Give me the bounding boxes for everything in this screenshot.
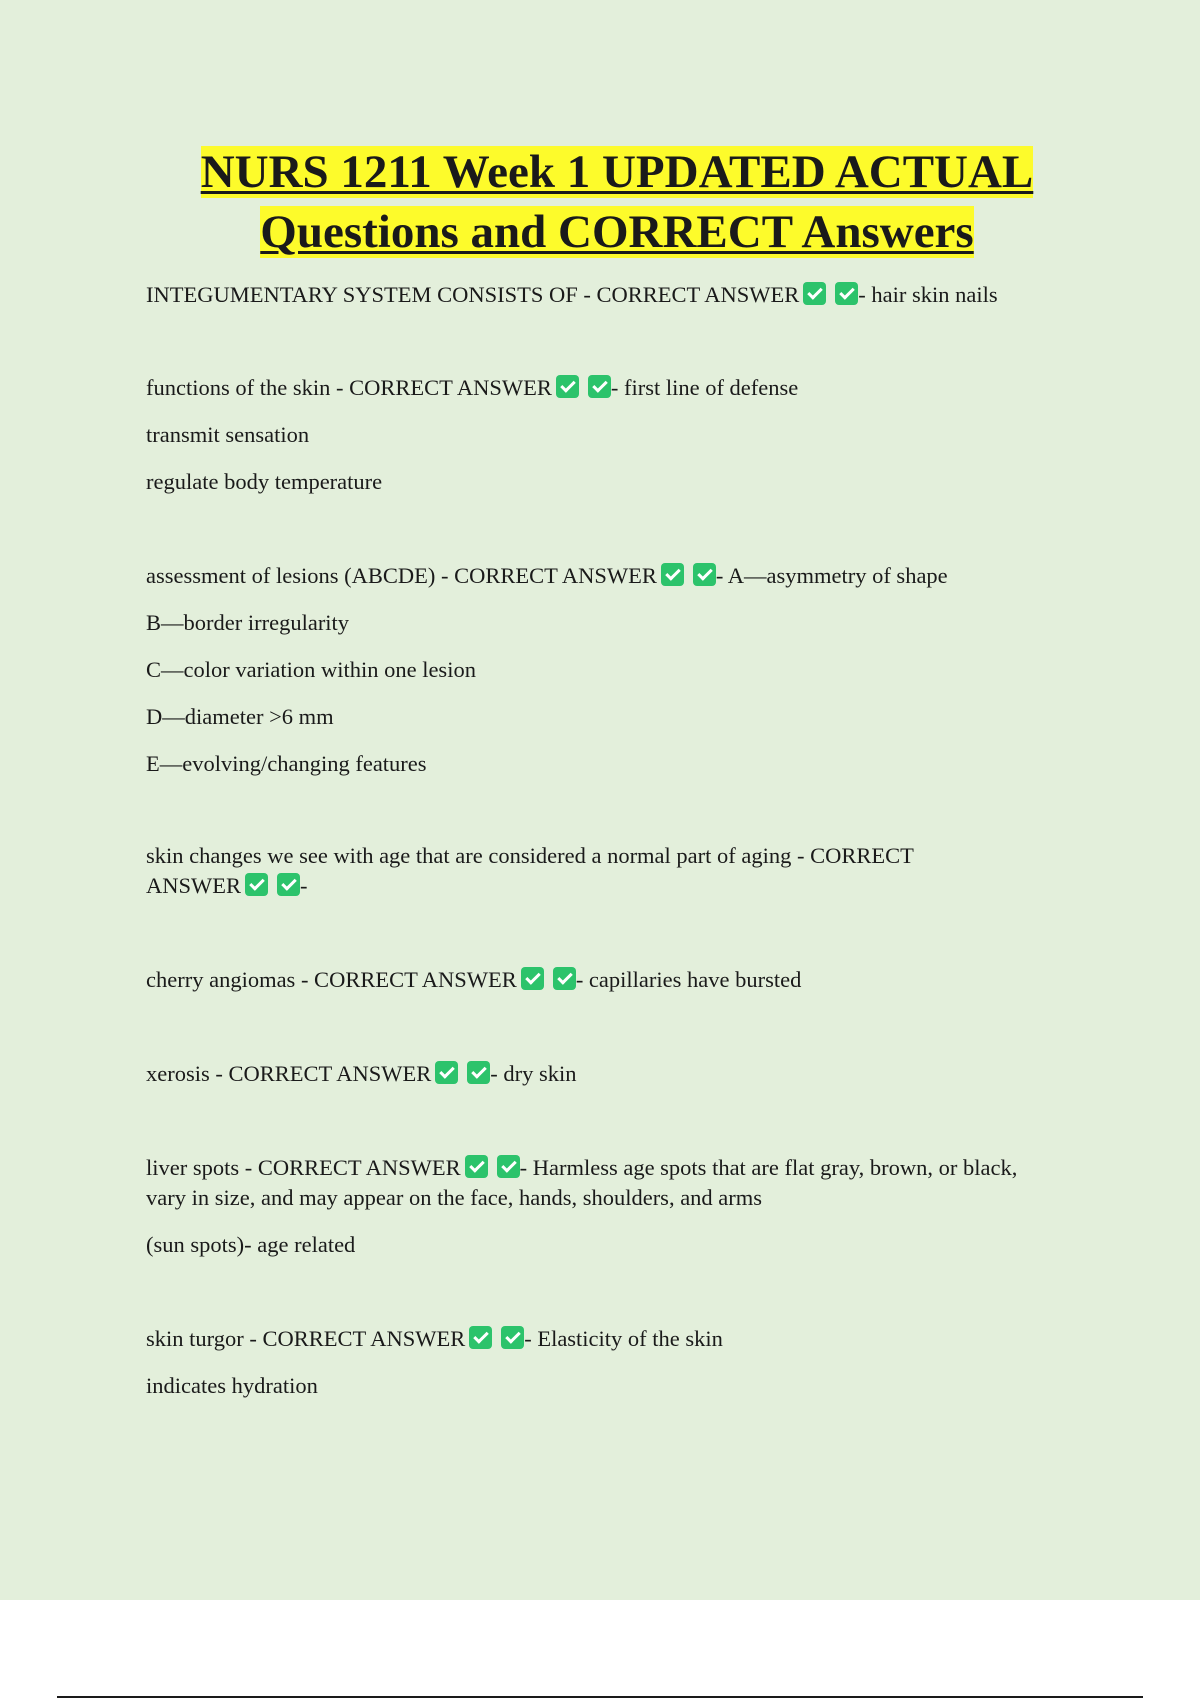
answer-continuation: regulate body temperature xyxy=(146,469,383,494)
answer-continuation: indicates hydration xyxy=(146,1373,318,1398)
question-text: cherry angiomas - CORRECT ANSWER xyxy=(146,967,517,992)
qa-line xyxy=(146,373,1096,403)
answer-text: - xyxy=(300,873,308,898)
answer-continuation: D—diameter >6 mm xyxy=(146,704,334,729)
question-text: assessment of lesions (ABCDE) - CORRECT ANSWER xyxy=(146,563,657,588)
answer-continuation: transmit sensation xyxy=(146,422,310,447)
footer-divider xyxy=(57,1696,1143,1698)
answer-continuation: C—color variation within one lesion xyxy=(146,657,476,682)
check-icon xyxy=(465,1155,488,1178)
qa-item xyxy=(146,561,1096,779)
answer-continuation: E—evolving/changing features xyxy=(146,751,427,776)
answer-text: - Elasticity of the skin xyxy=(524,1326,723,1351)
qa-item xyxy=(146,280,1096,310)
question-text: functions of the skin - CORRECT ANSWER xyxy=(146,375,552,400)
check-icon xyxy=(435,1061,458,1084)
qa-line xyxy=(146,280,1096,310)
title-line-1: NURS 1211 Week 1 UPDATED ACTUAL xyxy=(200,146,1034,198)
check-icon xyxy=(501,1326,524,1349)
check-icon xyxy=(835,282,858,305)
answer-text: - dry skin xyxy=(490,1061,577,1086)
qa-item xyxy=(146,373,1096,497)
answer-text: - capillaries have bursted xyxy=(575,967,802,992)
question-text: skin turgor - CORRECT ANSWER xyxy=(146,1326,466,1351)
answer-wrap: vary in size, and may appear on the face, hands, shoulders, and arms xyxy=(146,1185,763,1210)
qa-item xyxy=(146,841,1096,901)
check-icon xyxy=(497,1155,520,1178)
answer-text: - Harmless age spots that are flat gray, brown, or black, xyxy=(519,1155,1018,1180)
check-icon xyxy=(245,873,268,896)
answer-text: - hair skin nails xyxy=(858,282,998,307)
question-text: INTEGUMENTARY SYSTEM CONSISTS OF - CORRECT ANSWER xyxy=(146,282,800,307)
check-icon xyxy=(277,873,300,896)
qa-item xyxy=(146,965,1096,995)
check-icon xyxy=(693,563,716,586)
qa-item xyxy=(146,1324,1096,1401)
qa-line xyxy=(146,1153,1096,1183)
check-icon xyxy=(521,967,544,990)
check-icon xyxy=(553,967,576,990)
check-icon xyxy=(803,282,826,305)
question-text: ANSWER xyxy=(146,873,241,898)
qa-line xyxy=(146,1059,1096,1089)
check-icon xyxy=(556,375,579,398)
qa-item xyxy=(146,1059,1096,1089)
qa-list xyxy=(146,280,1096,1465)
question-text: liver spots - CORRECT ANSWER xyxy=(146,1155,461,1180)
title-line-2: Questions and CORRECT Answers xyxy=(260,206,974,258)
document-title xyxy=(0,142,1200,262)
check-icon xyxy=(661,563,684,586)
qa-line xyxy=(146,965,1096,995)
qa-line xyxy=(146,1324,1096,1354)
check-icon xyxy=(469,1326,492,1349)
answer-text: - A—asymmetry of shape xyxy=(715,563,948,588)
qa-line xyxy=(146,561,1096,591)
qa-line xyxy=(146,871,1096,901)
answer-continuation: B—border irregularity xyxy=(146,610,350,635)
answer-text: - first line of defense xyxy=(610,375,799,400)
check-icon xyxy=(588,375,611,398)
question-text: xerosis - CORRECT ANSWER xyxy=(146,1061,432,1086)
check-icon xyxy=(467,1061,490,1084)
qa-item xyxy=(146,1153,1096,1260)
qa-line: skin changes we see with age that are considered a normal part of aging - CORRECT xyxy=(146,843,914,868)
answer-continuation: (sun spots)- age related xyxy=(146,1232,356,1257)
